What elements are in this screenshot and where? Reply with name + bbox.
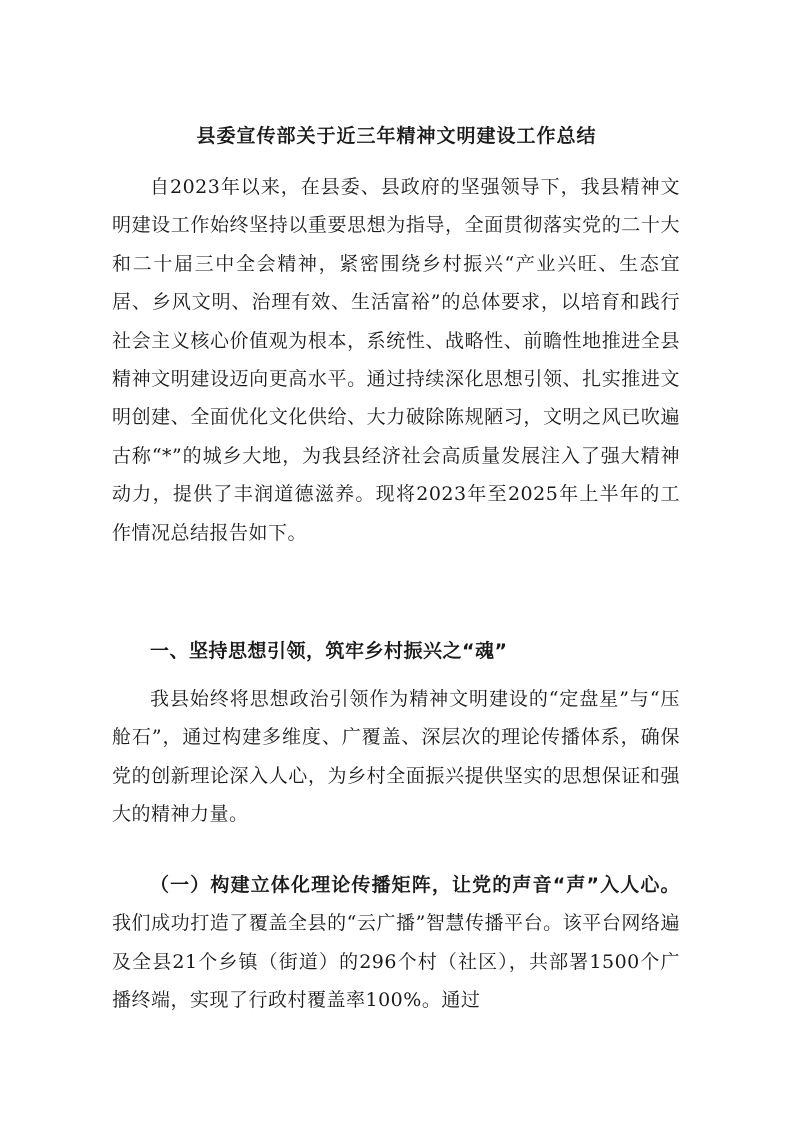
subsection-body: 我们成功打造了覆盖全县的“云广播”智慧传播平台。该平台网络遍及全县21个乡镇（街道）的296个村（社区），共部署1500个广播终端，实现了行政村覆盖率100%。通过 bbox=[112, 912, 680, 1012]
subsection-paragraph bbox=[112, 866, 680, 1020]
section-heading: 一、坚持思想引领，筑牢乡村振兴之“魂” bbox=[150, 640, 508, 662]
subsection-lead: （一）构建立体化理论传播矩阵，让党的声音“声”入人心。 bbox=[150, 874, 680, 896]
intro-paragraph: 自2023年以来，在县委、县政府的坚强领导下，我县精神文明建设工作始终坚持以重要思想为指导，全面贯彻落实党的二十大和二十届三中全会精神，紧密围绕乡村振兴“产业兴旺、生态宜居、乡风文明、治理有效、生活富裕”的总体要求，以培育和践行社会主义核心价值观为根本，系统性、战略性、前瞻性地推进全县精神文明建设迈向更高水平。通过持续深化思想引领、扎实推进文明创建、全面优化文化供给、大力破除陈规陋习，文明之风已吹遍古称“*”的城乡大地，为我县经济社会高质量发展注入了强大精神动力，提供了丰润道德滋养。现将2023年至2025年上半年的工作情况总结报告如下。 bbox=[112, 176, 680, 544]
section-paragraph: 我县始终将思想政治引领作为精神文明建设的“定盘星”与“压舱石”，通过构建多维度、广覆盖、深层次的理论传播体系，确保党的创新理论深入人心，为乡村全面振兴提供坚实的思想保证和强大的精神力量。 bbox=[112, 688, 680, 826]
document-title: 县委宣传部关于近三年精神文明建设工作总结 bbox=[196, 125, 597, 147]
